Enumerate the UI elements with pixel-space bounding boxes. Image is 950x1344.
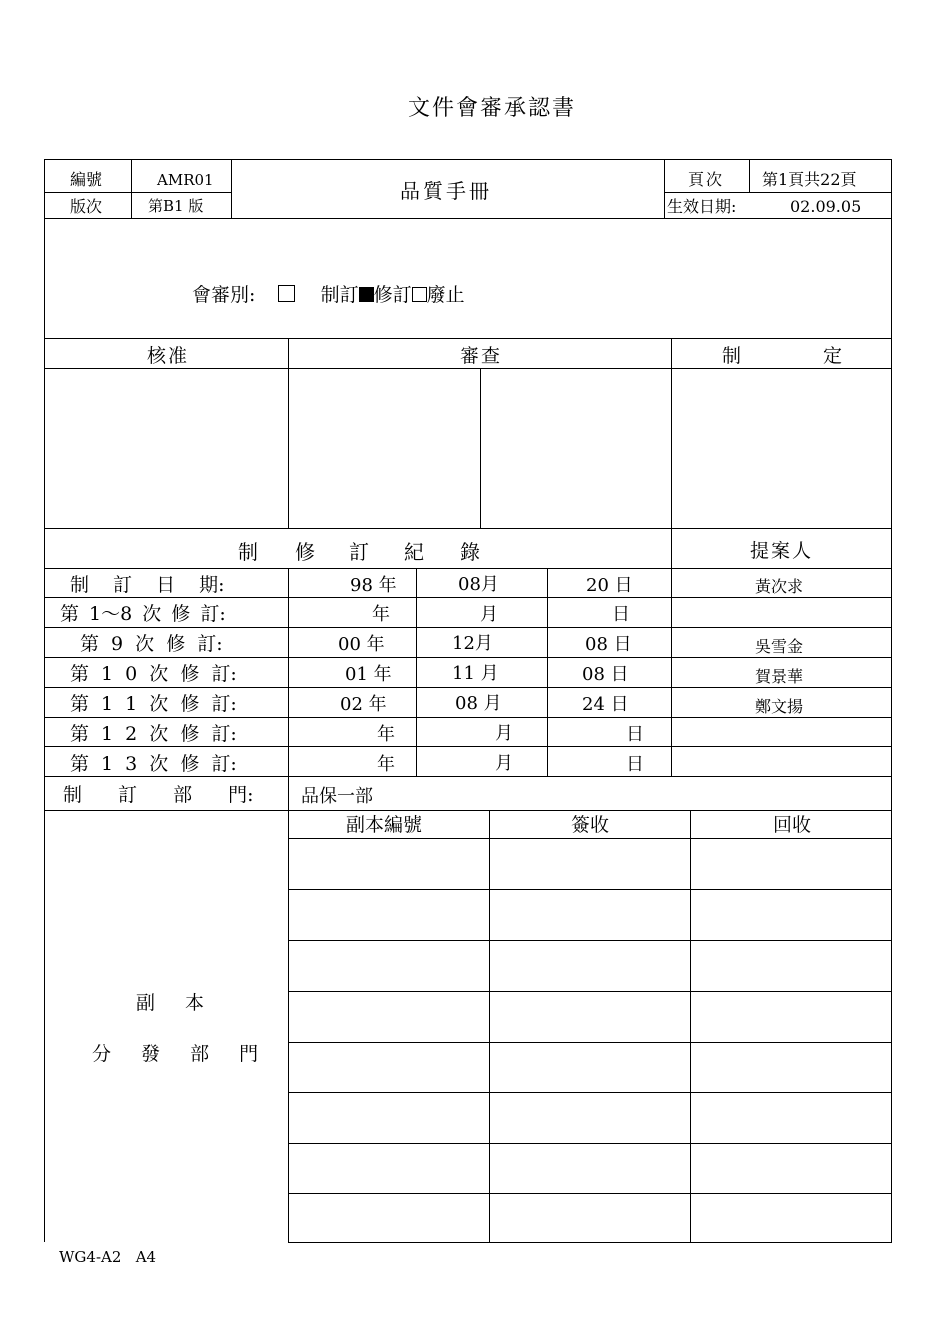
sign-off-heading: 簽收 [571,814,610,836]
code-value: AMR01 [157,171,214,189]
form-code-footer: WG4-A2 A4 [59,1248,157,1266]
record-year: 年 [377,724,395,745]
distribution-label-line2: 分 發 部 門 [92,1043,259,1065]
abolish-checkbox[interactable] [412,287,427,302]
record-month: 11 月 [452,663,499,684]
establish-heading-2: 定 [823,345,843,367]
distribution-cell[interactable] [290,891,488,940]
approve-signature-box[interactable] [46,370,287,527]
distribution-cell[interactable] [692,891,890,940]
distribution-cell[interactable] [290,1044,488,1092]
record-month: 08月 [458,574,499,595]
record-day: 08 日 [582,664,629,685]
record-month: 月 [495,753,513,774]
recall-heading: 回收 [773,814,812,836]
distribution-cell[interactable] [290,1094,488,1143]
record-year: 98 年 [350,575,397,596]
department-value: 品保一部 [301,786,373,807]
code-label: 編號 [70,170,103,189]
record-month: 月 [495,723,513,744]
establish-checkbox[interactable] [278,285,295,302]
record-row-label: 第 1 1 次 修 訂: [70,693,237,715]
review-type-label: 會審別: [192,284,256,306]
record-row-label: 第 1 3 次 修 訂: [70,753,237,775]
record-person: 賀景華 [755,667,804,686]
distribution-cell[interactable] [692,1044,890,1092]
distribution-cell[interactable] [692,1195,890,1241]
record-month: 月 [480,604,498,625]
distribution-cell[interactable] [290,993,488,1042]
record-person: 鄭文揚 [755,697,804,716]
record-day: 24 日 [582,694,629,715]
record-year: 年 [372,604,390,625]
distribution-cell[interactable] [491,1044,689,1092]
distribution-cell[interactable] [491,993,689,1042]
page-label: 頁次 [688,170,725,189]
version-value: 第B1 版 [148,197,204,215]
review-type [192,285,465,305]
approve-heading: 核准 [147,345,190,367]
record-person: 黃次求 [755,577,804,596]
record-row-label: 第 1～8 次 修 訂: [60,603,226,625]
review-signature-box-2[interactable] [482,370,670,527]
revise-checkbox[interactable] [359,287,374,302]
record-day: 20 日 [586,575,633,596]
establish-option-label: 制訂 [320,284,359,306]
distribution-cell[interactable] [491,891,689,940]
record-month: 12月 [452,633,493,654]
record-row-label: 第 1 2 次 修 訂: [70,723,237,745]
distribution-cell[interactable] [692,942,890,991]
distribution-cell[interactable] [692,840,890,889]
distribution-cell[interactable] [692,1145,890,1193]
copy-number-heading: 副本編號 [346,814,423,836]
distribution-cell[interactable] [491,1094,689,1143]
record-row-label: 第 1 0 次 修 訂: [70,663,237,685]
record-day: 08 日 [585,634,632,655]
establish-signature-box[interactable] [673,370,890,527]
distribution-cell[interactable] [491,942,689,991]
distribution-cell[interactable] [491,1145,689,1193]
document-name: 品質手冊 [400,179,492,203]
record-person: 吳雪金 [755,637,804,656]
distribution-cell[interactable] [692,993,890,1042]
record-year: 00 年 [338,634,385,655]
review-signature-box-1[interactable] [290,370,479,527]
record-month: 08 月 [455,693,502,714]
distribution-cell[interactable] [290,840,488,889]
abolish-option-label: 廢止 [426,284,465,306]
establish-heading-1: 制 [722,345,742,367]
record-day: 日 [626,724,644,745]
version-label: 版次 [70,197,103,216]
effective-date-label: 生效日期: [667,197,737,216]
record-row-label: 第 9 次 修 訂: [80,633,223,655]
distribution-cell[interactable] [692,1094,890,1143]
distribution-label-line1: 副 本 [136,992,205,1014]
record-year: 01 年 [345,664,392,685]
document-title: 文件會審承認書 [408,96,577,121]
record-year: 年 [377,754,395,775]
record-day: 日 [626,754,644,775]
record-row-label: 制 訂 日 期: [70,574,225,596]
page-value: 第1頁共22頁 [762,170,857,189]
review-heading: 審查 [460,345,503,367]
record-day: 日 [612,604,630,625]
record-year: 02 年 [340,694,387,715]
department-label: 制 訂 部 門: [63,784,254,806]
distribution-cell[interactable] [290,942,488,991]
distribution-cell[interactable] [491,1195,689,1241]
distribution-cell[interactable] [290,1195,488,1241]
distribution-cell[interactable] [290,1145,488,1193]
revise-option-label: 修訂 [373,284,412,306]
distribution-cell[interactable] [491,840,689,889]
effective-date-value: 02.09.05 [790,197,862,216]
proposer-heading: 提案人 [750,540,814,562]
